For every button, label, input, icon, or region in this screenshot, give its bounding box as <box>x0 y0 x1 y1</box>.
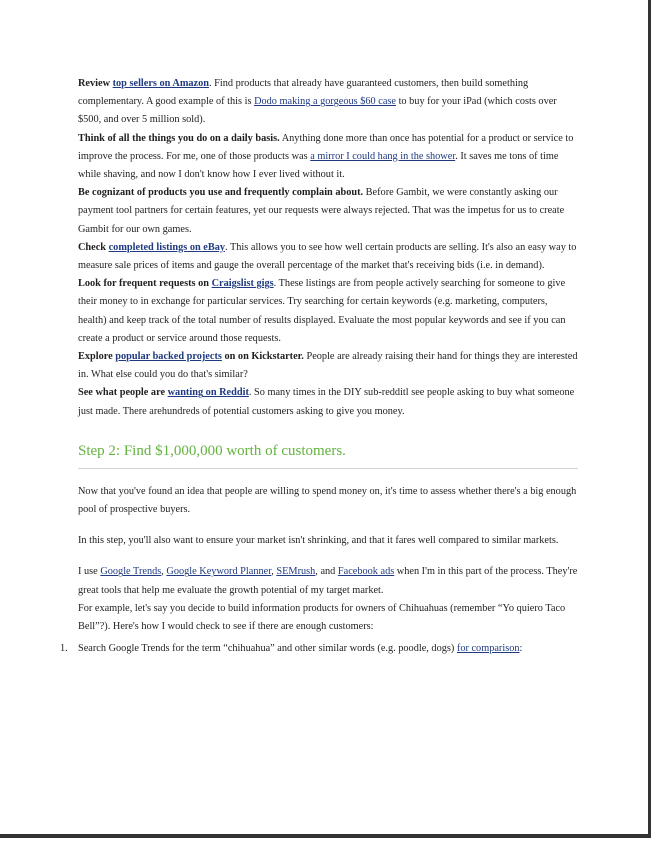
step2-paragraph-3: I use Google Trends, Google Keyword Planner, SEMrush, and Facebook ads when I'm in this part of the process. They're great tools that help me evaluate the growth potential of my target market. <box>78 566 578 596</box>
tip-lead: Review <box>78 78 113 89</box>
tip-lead: Be cognizant of products you use and frequently complain about. <box>78 187 364 199</box>
tip-lead: Look for frequent requests on <box>78 278 212 290</box>
tip-lead: Think of all the things you do on a daily basis. <box>78 132 280 144</box>
step2-paragraph-1: Now that you've found an idea that people are willing to spend money on, it's time to assess whether there's a big enough pool of prospective buyers. <box>78 485 577 516</box>
tip-kickstarter: Explore popular backed projects on on Kickstarter. People are already raising their hand for things they are interested in. What else could you do that's similar? <box>78 351 578 381</box>
link-google-trends[interactable]: Google Trends <box>100 566 162 578</box>
tip-lead: Explore <box>78 351 116 363</box>
link-craigslist-gigs[interactable]: Craigslist gigs <box>211 278 274 290</box>
link-reddit[interactable]: wanting on Reddit <box>167 387 249 399</box>
tip-lead: Check <box>78 241 109 253</box>
heading-divider <box>78 468 578 469</box>
tip-complain: Be cognizant of products you use and frequently complain about. Before Gambit, we were constantly asking our payment tool partners for certain features, yet our requests were always rejected. That was the impetus for us to create Gambit for our own games. <box>78 187 565 235</box>
link-kickstarter-projects[interactable]: popular backed projects <box>115 351 222 363</box>
link-top-sellers-amazon[interactable]: top sellers on Amazon <box>112 78 209 89</box>
link-semrush[interactable]: SEMrush <box>276 566 316 578</box>
step2-heading: Step 2: Find $1,000,000 worth of customers. <box>78 442 346 459</box>
step2-paragraph-4: For example, let's say you decide to build information products for owners of Chihuahuas (remember “Yo quiero Taco Bell”?). Here's how I would check to see if there are enough customers: <box>78 602 566 633</box>
tip-lead: See what people are <box>78 387 168 399</box>
tip-reddit: See what people are wanting on Reddit. So many times in the DIY sub-redditl see people asking to buy what someone just made. There arehundreds of potential customers asking to give you money. <box>78 387 575 417</box>
tip-craigslist: Look for frequent requests on Craigslist gigs. These listings are from people actively searching for someone to give their money to in exchange for particular services. Try searching for certain keywords (e.g. marketing, computers, health) and keep track of the total number of results displayed. Evaluate the most popular keywords and see if you can create a product or service around those requests. <box>78 278 566 344</box>
document-content <box>60 75 578 658</box>
link-for-comparison[interactable]: for comparison <box>456 643 520 655</box>
link-dodo-case[interactable]: Dodo making a gorgeous $60 case <box>254 96 396 108</box>
list-number: 1. <box>60 643 68 655</box>
tip-ebay: Check completed listings on eBay. This allows you to see how well certain products are selling. It's also an easy way to measure sale prices of items and gauge the overall percentage of the market that's receiving bids (i.e. in demand). <box>78 241 577 272</box>
list-item: 1. Search Google Trends for the term “chihuahua” and other similar words (e.g. poodle, dogs) for comparison: <box>78 640 578 658</box>
tip-daily-basis: Think of all the things you do on a daily basis. Anything done more than once has potential for a product or service to improve the process. For me, one of those products was a mirror I could hang in the shower. It saves me tons of time while shaving, and now I don't know how I ever lived without it. <box>78 132 574 181</box>
tip-amazon: Review top sellers on Amazon. Find products that already have guaranteed customers, then build something complementary. A good example of this is Dodo making a gorgeous $60 case to buy for your iPad (which costs over $500, and over 5 million sold). <box>78 78 557 126</box>
step2-paragraph-2: In this step, you'll also want to ensure your market isn't shrinking, and that it fares well compared to similar markets. <box>78 535 559 547</box>
link-ebay-completed[interactable]: completed listings on eBay <box>108 241 226 253</box>
link-shower-mirror[interactable]: a mirror I could hang in the shower <box>310 150 456 162</box>
link-google-keyword-planner[interactable]: Google Keyword Planner <box>166 566 272 578</box>
link-facebook-ads[interactable]: Facebook ads <box>337 566 395 578</box>
